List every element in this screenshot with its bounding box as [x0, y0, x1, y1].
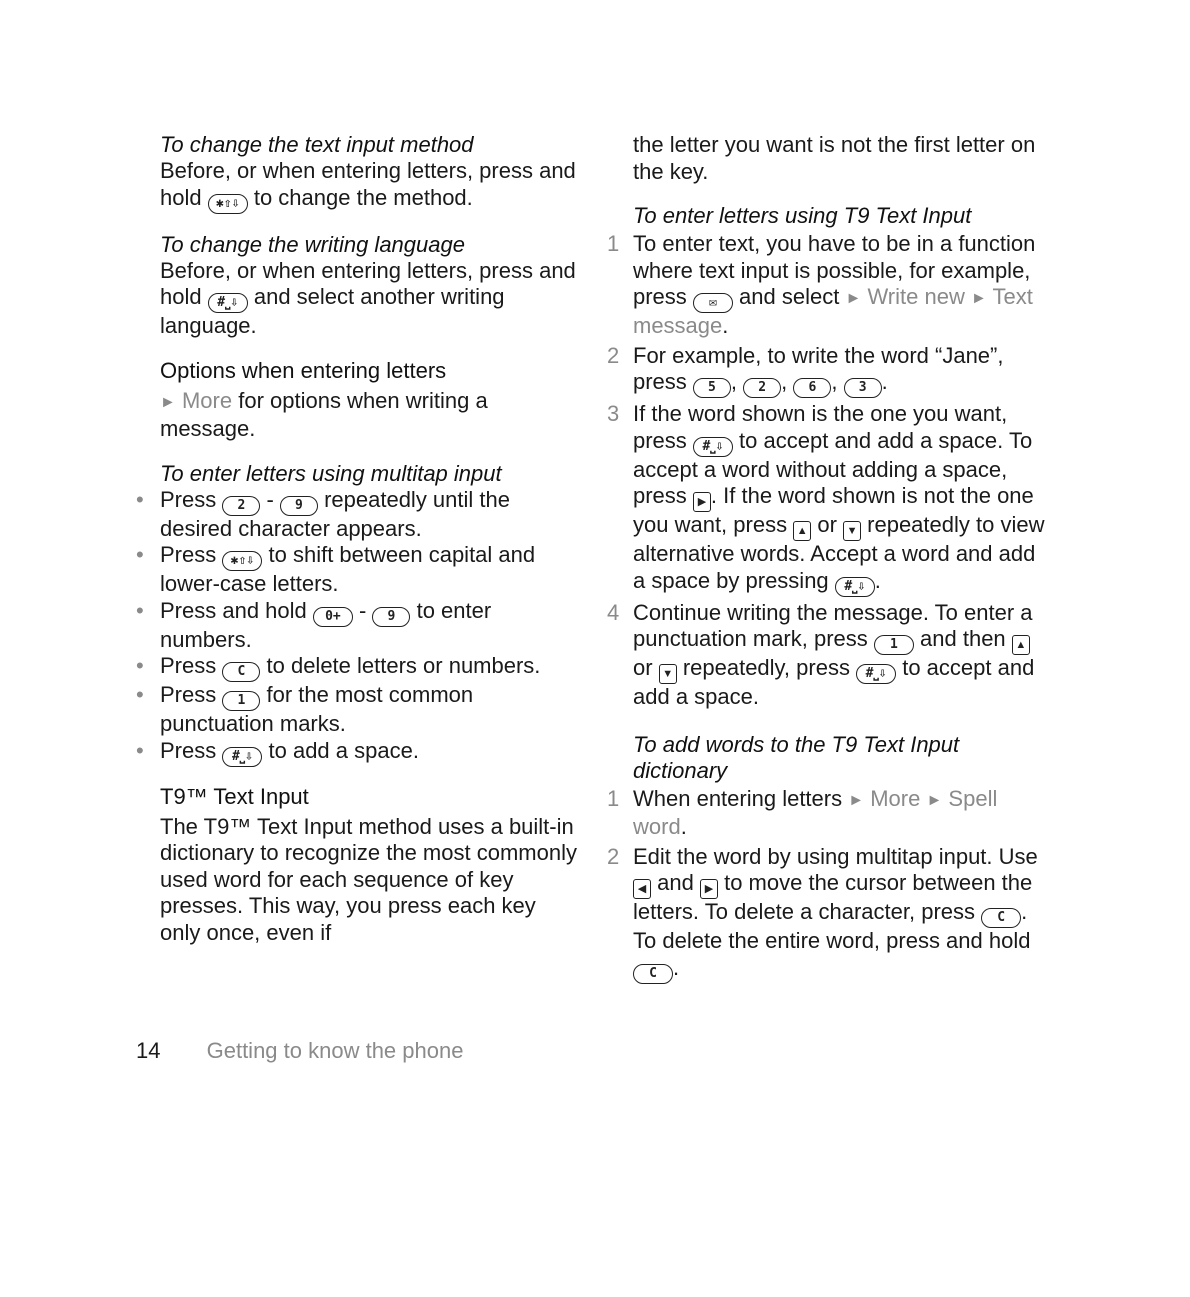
nav-left-icon: ◀	[633, 879, 651, 899]
step-number: 4	[607, 599, 620, 625]
text: to move the cursor between the letters. To delete a character, press	[633, 870, 1033, 924]
text: and select another writing language.	[160, 284, 505, 338]
text: .	[673, 954, 680, 980]
paragraph-change-input-method	[160, 158, 580, 214]
text: Press	[160, 542, 217, 567]
key-0-icon: 0+	[313, 607, 353, 627]
text: .	[680, 814, 687, 839]
step-number: 2	[607, 342, 620, 368]
heading-t9-dictionary: To add words to the T9 Text Input dictionary	[633, 731, 960, 783]
text: and	[657, 870, 694, 895]
list-item	[607, 599, 1053, 711]
key-5-icon: 5	[693, 378, 731, 398]
text: Press	[160, 682, 217, 707]
key-2-icon: 2	[743, 378, 781, 398]
nav-right-icon: ▶	[700, 879, 718, 899]
menu-write-new: Write new	[867, 284, 965, 309]
list-item	[136, 542, 580, 598]
text: . If the word shown is not the one you want, press	[633, 483, 1034, 537]
step-number: 1	[607, 231, 620, 256]
text: and then	[920, 626, 1006, 651]
heading-t9: T9™ Text Input	[160, 783, 309, 809]
text: When entering letters	[633, 785, 843, 811]
menu-more: More	[181, 387, 233, 413]
arrow-right-icon: ►	[926, 791, 943, 809]
text: .	[874, 567, 881, 593]
heading-change-language: To change the writing language	[160, 231, 465, 257]
text: Press	[160, 486, 217, 512]
page-footer	[136, 1038, 463, 1064]
text: . To delete the entire word, press and hold	[633, 899, 1031, 953]
text: Edit the word by using multitap input. Use	[633, 843, 1038, 869]
text: to accept and add a space. To accept a word without adding a space, press	[633, 427, 1033, 508]
list-item	[607, 785, 1053, 841]
message-key-icon: ✉	[693, 293, 733, 313]
menu-spell-word: Spell word	[633, 785, 998, 839]
text: Press	[160, 737, 217, 763]
key-c-icon: C	[633, 964, 673, 984]
text: to enter numbers.	[160, 597, 492, 652]
heading-options: Options when entering letters	[160, 357, 447, 383]
nav-down-icon: ▼	[659, 664, 677, 684]
list-item	[136, 737, 580, 767]
text: Press and hold	[160, 597, 307, 623]
key-9-icon: 9	[280, 496, 318, 516]
key-1-icon: 1	[222, 691, 260, 711]
text: to add a space.	[268, 737, 419, 763]
multitap-list	[136, 486, 580, 767]
bullet-icon: •	[136, 682, 144, 707]
text: for options when writing a message.	[160, 387, 488, 441]
bullet-icon: •	[136, 737, 144, 763]
star-key-icon: ✱⇧⇩	[222, 551, 262, 571]
paragraph-options	[160, 388, 580, 443]
text: Before, or when entering letters, press and hold	[160, 158, 576, 210]
star-key-icon: ✱⇧⇩	[208, 194, 248, 214]
nav-up-icon: ▲	[1012, 635, 1030, 655]
text: and select	[739, 284, 840, 309]
step-number: 3	[607, 401, 620, 426]
step-number: 1	[607, 785, 620, 811]
text: Before, or when entering letters, press and hold	[160, 257, 576, 309]
text: for the most common punctuation marks.	[160, 682, 474, 736]
left-column	[136, 132, 580, 946]
dictionary-steps-list	[607, 785, 1053, 984]
text: Press	[160, 653, 217, 678]
nav-down-icon: ▼	[843, 521, 861, 541]
hash-key-icon: #⎵⇩	[208, 293, 248, 313]
list-item	[136, 682, 580, 738]
t9-steps-list	[607, 231, 1053, 711]
hash-key-icon: #⎵⇩	[222, 747, 262, 767]
text: repeatedly to view alternative words. Accept a word and add a space by pressing	[633, 512, 1045, 593]
arrow-right-icon: ►	[160, 393, 176, 411]
text: to accept and add a space.	[633, 655, 1035, 709]
text: or	[817, 512, 837, 537]
list-item	[607, 231, 1053, 340]
text: For example, to write the word “Jane”, press	[633, 342, 1004, 394]
paragraph-t9: The T9™ Text Input method uses a built-in dictionary to recognize the most commonly used word for each sequence of key presses. This way, you press each key only once, even if	[160, 813, 577, 945]
key-2-icon: 2	[222, 496, 260, 516]
text: repeatedly, press	[682, 655, 850, 680]
key-c-icon: C	[222, 662, 260, 682]
text: or	[633, 655, 653, 680]
text: Continue writing the message. To enter a punctuation mark, press	[633, 599, 1033, 651]
arrow-right-icon: ►	[848, 791, 865, 809]
text: repeatedly until the desired character appears.	[160, 486, 510, 541]
key-1-icon: 1	[874, 635, 914, 655]
heading-t9-enter: To enter letters using T9 Text Input	[633, 203, 972, 228]
text: -	[359, 597, 367, 623]
list-item	[136, 597, 580, 654]
bullet-icon: •	[136, 486, 144, 512]
text: to shift between capital and lower-case letters.	[160, 542, 536, 596]
text: .	[722, 313, 729, 338]
paragraph-continued: the letter you want is not the first letter on the key.	[633, 132, 1036, 184]
list-item	[607, 401, 1053, 597]
bullet-icon: •	[136, 653, 144, 678]
key-9-icon: 9	[372, 607, 410, 627]
nav-up-icon: ▲	[793, 521, 811, 541]
list-item: 2 For example, to write the word “Jane”, press 5 , 2 , 6 , 3 .	[633, 343, 1053, 399]
bullet-icon: •	[136, 542, 144, 567]
text: -	[266, 486, 274, 512]
arrow-right-icon: ►	[970, 290, 987, 307]
list-item	[136, 653, 580, 682]
list-item	[607, 843, 1053, 984]
key-3-icon: 3	[844, 378, 882, 398]
list-item	[136, 486, 580, 543]
nav-right-icon: ▶	[693, 492, 711, 512]
menu-text-message: Text message	[633, 284, 1033, 338]
hash-key-icon: #⎵⇩	[856, 664, 896, 684]
key-c-icon: C	[981, 908, 1021, 928]
right-column	[607, 132, 1053, 987]
heading-change-input-method: To change the text input method	[160, 132, 474, 157]
menu-more: More	[870, 785, 921, 811]
text: to change the method.	[253, 184, 473, 210]
text: To enter text, you have to be in a function where text input is possible, for example, press	[633, 231, 1036, 309]
step-number: 2	[607, 843, 620, 869]
bullet-icon: •	[136, 597, 144, 623]
section-title: Getting to know the phone	[206, 1038, 464, 1063]
paragraph-change-language	[160, 258, 580, 340]
hash-key-icon: #⎵⇩	[835, 577, 875, 597]
text: to delete letters or numbers.	[266, 653, 541, 678]
page-number: 14	[136, 1038, 161, 1063]
arrow-right-icon: ►	[845, 290, 862, 307]
key-6-icon: 6	[793, 378, 831, 398]
hash-key-icon: #⎵⇩	[693, 437, 733, 457]
heading-multitap: To enter letters using multitap input	[160, 460, 502, 486]
text: If the word shown is the one you want, press	[633, 401, 1008, 453]
